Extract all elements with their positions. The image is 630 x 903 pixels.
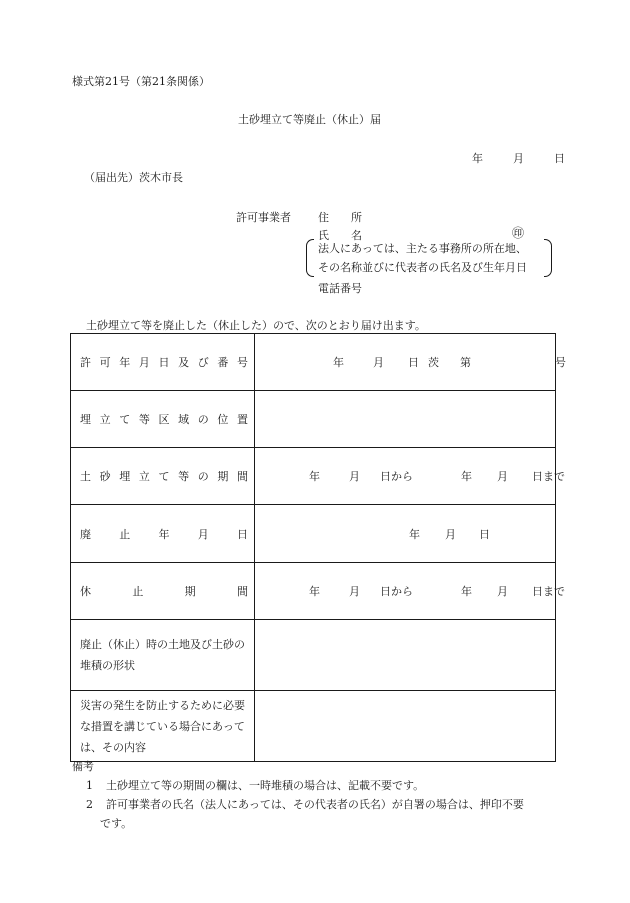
row-permit	[71, 334, 556, 391]
document-title: 土砂埋立て等廃止（休止）届	[238, 113, 381, 126]
suspension-period-field[interactable]: 年 月 日から 年 月 日まで	[255, 563, 556, 620]
date-day: 日	[554, 152, 565, 165]
form-number: 様式第21号（第21条関係）	[72, 75, 210, 88]
label-suspension-period: 休 止 期 間	[71, 563, 255, 620]
note-text-continued: です。	[100, 817, 133, 830]
addressee: （届出先）茨木市長	[84, 171, 183, 184]
label-abolition-date: 廃 止 年 月 日	[71, 505, 255, 563]
note-text: 許可事業者の氏名（法人にあっては、その代表者の氏名）が自署の場合は、押印不要	[106, 798, 524, 811]
land-shape-field[interactable]	[255, 620, 556, 691]
corporate-note-line2: その名称並びに代表者の氏名及び生年月日	[318, 261, 527, 274]
applicant-label: 許可事業者	[236, 211, 291, 224]
name-label: 氏 名	[318, 229, 362, 242]
note-item	[86, 796, 524, 812]
landfill-location-field[interactable]	[255, 391, 556, 448]
note-number: 1	[86, 779, 93, 792]
corporate-note-line1: 法人にあっては、主たる事務所の所在地、	[318, 242, 527, 255]
row-suspension-period	[71, 563, 556, 620]
notes-title: 備考	[72, 760, 94, 773]
submission-date	[472, 150, 565, 166]
phone-label: 電話番号	[318, 282, 362, 295]
address-label: 住 所	[318, 211, 362, 224]
label-disaster-measures: 災害の発生を防止するために必要な措置を講じている場合にあっては、その内容	[71, 691, 255, 762]
label-land-shape: 廃止（休止）時の土地及び土砂の堆積の形状	[71, 620, 255, 691]
permit-date-number-field[interactable]: 年 月 日 茨 第 号	[255, 334, 556, 391]
row-period	[71, 448, 556, 505]
note-item	[86, 777, 424, 793]
declaration-text: 土砂埋立て等を廃止した（休止した）ので、次のとおり届け出ます。	[86, 319, 426, 332]
row-disaster-measures	[71, 691, 556, 762]
label-landfill-period: 土 砂 埋 立 て 等 の 期 間	[71, 448, 255, 505]
row-abolition-date	[71, 505, 556, 563]
note-text: 土砂埋立て等の期間の欄は、一時堆積の場合は、記載不要です。	[106, 779, 425, 792]
note-number: 2	[86, 798, 93, 811]
date-month: 月	[513, 152, 524, 165]
label-landfill-location: 埋 立 て 等 区 域 の 位 置	[71, 391, 255, 448]
landfill-period-field[interactable]: 年 月 日から 年 月 日まで	[255, 448, 556, 505]
left-bracket	[306, 239, 314, 277]
row-land-shape	[71, 620, 556, 691]
report-table	[70, 333, 566, 762]
right-bracket	[544, 239, 552, 277]
row-location	[71, 391, 556, 448]
corporate-note	[306, 238, 552, 278]
date-year: 年	[472, 152, 483, 165]
seal-mark: ㊞	[512, 226, 525, 240]
label-permit-date-number: 許 可 年 月 日 及 び 番 号	[71, 334, 255, 391]
abolition-date-field[interactable]: 年 月 日	[255, 505, 556, 563]
disaster-measures-field[interactable]	[255, 691, 556, 762]
